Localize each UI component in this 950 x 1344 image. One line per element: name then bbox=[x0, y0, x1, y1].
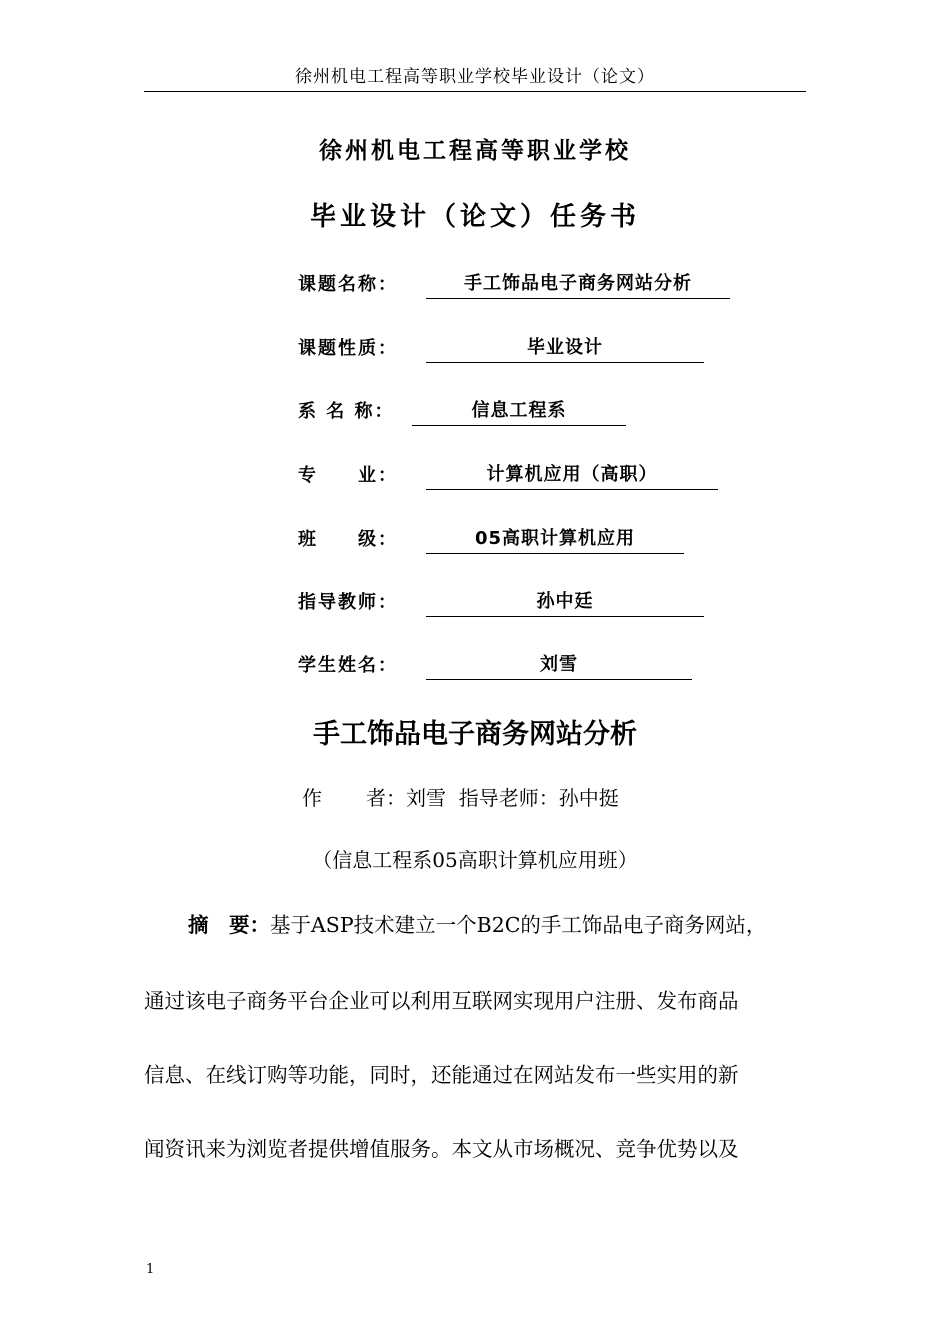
field-value: 孙中廷 bbox=[426, 588, 704, 617]
field-value: 刘雪 bbox=[426, 651, 692, 680]
field-label: 专 业： bbox=[298, 465, 398, 486]
document-title: 毕业设计（论文）任务书 bbox=[309, 202, 640, 232]
field-value: 计算机应用（高职） bbox=[426, 461, 718, 490]
abstract-line: 通过该电子商务平台企业可以利用互联网实现用户注册、发布商品 bbox=[144, 989, 739, 1013]
field-label: 班 级： bbox=[298, 529, 398, 550]
byline bbox=[302, 782, 619, 811]
field-value: 手工饰品电子商务网站分析 bbox=[426, 270, 730, 299]
running-header: 徐州机电工程高等职业学校毕业设计（论文） bbox=[295, 67, 655, 87]
abstract-line: 信息、在线订购等功能，同时，还能通过在网站发布一些实用的新 bbox=[144, 1063, 739, 1087]
field-label: 系 名 称： bbox=[298, 401, 395, 422]
school-name: 徐州机电工程高等职业学校 bbox=[319, 138, 631, 164]
abstract-label: 摘 要： bbox=[188, 913, 270, 937]
header-rule bbox=[144, 91, 806, 92]
affiliation: （信息工程系05高职计算机应用班） bbox=[312, 848, 638, 872]
page-number: 1 bbox=[146, 1262, 155, 1277]
author-label-suffix: 者： bbox=[366, 786, 406, 810]
abstract-line bbox=[144, 908, 806, 938]
paper-title: 手工饰品电子商务网站分析 bbox=[313, 719, 637, 750]
field-label: 学生姓名： bbox=[298, 655, 398, 676]
field-value: 毕业设计 bbox=[426, 334, 704, 363]
author-name: 刘雪 bbox=[406, 786, 446, 810]
field-value: 信息工程系 bbox=[412, 397, 626, 426]
field-label: 课题性质： bbox=[298, 338, 398, 359]
field-label: 课题名称： bbox=[298, 274, 398, 295]
field-label: 指导教师： bbox=[298, 592, 398, 613]
abstract-line: 闻资讯来为浏览者提供增值服务。本文从市场概况、竞争优势以及 bbox=[144, 1137, 739, 1161]
advisor-label: 指导老师： bbox=[458, 786, 559, 810]
advisor-name: 孙中挺 bbox=[558, 786, 619, 810]
author-label: 作 bbox=[302, 786, 322, 810]
abstract-text: 基于ASP技术建立一个B2C的手工饰品电子商务网站， bbox=[270, 913, 767, 937]
field-value: 05高职计算机应用 bbox=[426, 525, 684, 554]
